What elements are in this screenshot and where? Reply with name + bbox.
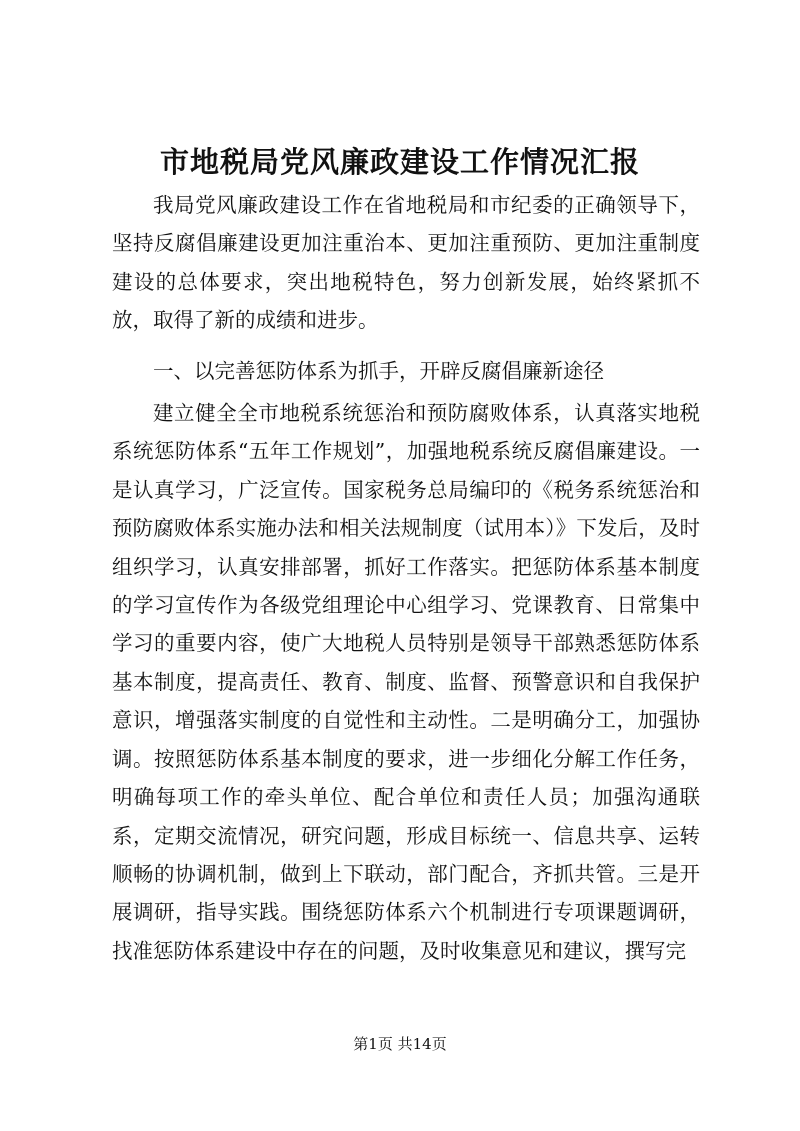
paragraph-section-1: 建立健全全市地税系统惩治和预防腐败体系，认真落实地税系统惩防体系“五年工作规划”，加强地税系统反腐倡廉建设。一是认真学习，广泛宣传。国家税务总局编印的《税务系统惩治和预防腐败体系实施办法和相关法规制度（试用本）》下发后，及时组织学习，认真安排部署，抓好工作落实。把惩防体系基本制度的学习宣传作为各级党组理论中心组学习、党课教育、日常集中学习的重要内容，使广大地税人员特别是领导干部熟悉惩防体系基本制度，提高责任、教育、制度、监督、预警意识和自我保护意识，增强落实制度的自觉性和主动性。二是明确分工，加强协调。按照惩防体系基本制度的要求，进一步细化分解工作任务，明确每项工作的牵头单位、配合单位和责任人员；加强沟通联系，定期交流情况，研究问题，形成目标统一、信息共享、运转顺畅的协调机制，做到上下联动，部门配合，齐抓共管。三是开展调研，指导实践。围绕惩防体系六个机制进行专项课题调研，找准惩防体系建设中存在的问题，及时收集意见和建议，撰写完 xyxy=(112,401,700,963)
document-body xyxy=(112,186,700,970)
section-heading: 一、以完善惩防体系为抓手，开辟反腐倡廉新途径 xyxy=(153,358,604,383)
document-title: 市地税局党风廉政建设工作情况汇报 xyxy=(159,145,640,179)
page-footer: 第1页 共14页 xyxy=(353,1035,447,1053)
paragraph-intro: 我局党风廉政建设工作在省地税局和市纪委的正确领导下，坚持反腐倡廉建设更加注重治本、更加注重预防、更加注重制度建设的总体要求，突出地税特色，努力创新发展，始终紧抓不放，取得了新的成绩和进步。 xyxy=(112,193,700,333)
